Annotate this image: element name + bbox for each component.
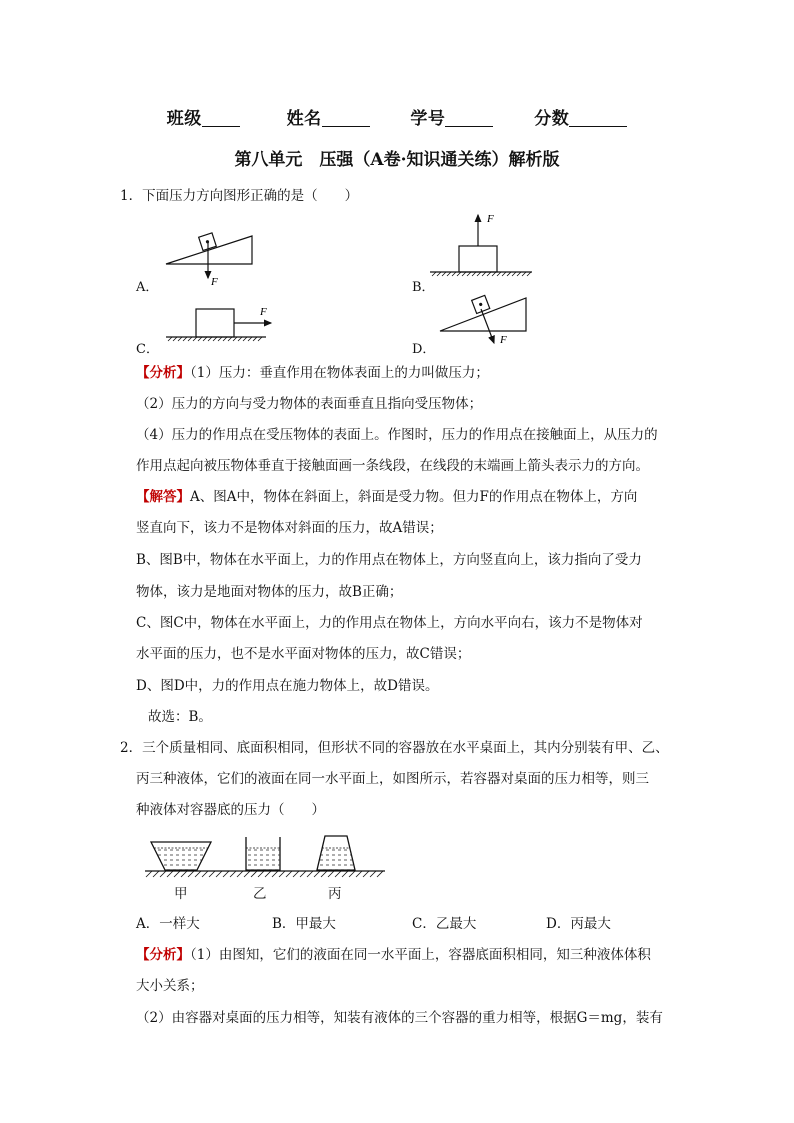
q1-option-c[interactable]: C． — [136, 342, 159, 357]
solution-text: A、图A中，物体在斜面上，斜面是受力物。但力F的作用点在物体上，方向 — [190, 489, 638, 505]
q1-solution-line-4: 物体，该力是地面对物体的压力，故B正确； — [136, 584, 403, 600]
q1-solution-line-7: D、图D中，力的作用点在施力物体上，故D错误。 — [136, 678, 439, 694]
figure-a — [166, 233, 252, 288]
analysis-tag: 【分析】 — [136, 365, 190, 381]
force-label-b: F — [487, 213, 494, 225]
container-label-bing: 丙 — [328, 886, 342, 902]
q1-answer: 故选：B。 — [148, 709, 212, 725]
q1-analysis-line-1 — [136, 363, 489, 383]
q1-figures — [130, 205, 690, 355]
figure-c — [166, 306, 271, 341]
q1-solution-line-3: B、图B中，物体在水平面上，力的作用点在物体上，方向竖直向上，该力指向了受力 — [136, 552, 642, 568]
q1-option-b[interactable]: B． — [412, 280, 435, 295]
force-label-a: F — [211, 276, 218, 288]
class-blank[interactable] — [202, 108, 240, 127]
name-label: 姓名 — [286, 109, 322, 129]
q2-option-b[interactable]: B．甲最大 — [272, 916, 336, 932]
name-blank[interactable] — [322, 108, 370, 127]
q1-solution-line-2: 竖直向下，该力不是物体对斜面的压力，故A错误； — [136, 520, 443, 536]
student-info-header — [0, 104, 794, 129]
q1-analysis-line-4: 作用点起向被压物体垂直于接触面画一条线段，在线段的末端画上箭头表示力的方向。 — [136, 458, 649, 474]
q2-analysis-line-3: （2）由容器对桌面的压力相等，知装有液体的三个容器的重力相等，根据G＝mg，装有 — [136, 1010, 663, 1026]
q1-solution-line-6: 水平面的压力，也不是水平面对物体的压力，故C错误； — [136, 646, 471, 662]
force-label-c: F — [260, 306, 267, 318]
q2-analysis-line-1 — [136, 945, 651, 965]
container-label-yi: 乙 — [253, 886, 267, 902]
q1-option-d[interactable]: D． — [412, 342, 436, 357]
q1-analysis-line-3: （4）压力的作用点在受压物体的表面上。作图时，压力的作用点在接触面上，从压力的 — [136, 427, 658, 443]
q2-option-c[interactable]: C．乙最大 — [412, 916, 477, 932]
q2-stem-line-3: 种液体对容器底的压力（ ） — [136, 802, 325, 818]
q1-stem: 1．下面压力方向图形正确的是（ ） — [120, 188, 359, 204]
q2-analysis-line-2: 大小关系； — [136, 978, 204, 994]
q2-stem-line-1: 2．三个质量相同、底面积相同，但形状不同的容器放在水平桌面上，其内分别装有甲、乙、 — [120, 740, 669, 756]
container-jia — [151, 842, 211, 870]
q2-stem-line-2: 丙三种液体，它们的液面在同一水平面上，如图所示，若容器对桌面的压力相等，则三 — [136, 771, 649, 787]
score-label: 分数 — [534, 109, 570, 129]
figure-d — [440, 295, 526, 346]
q1-solution-line-5: C、图C中，物体在水平面上，力的作用点在物体上，方向水平向右，该力不是物体对 — [136, 615, 643, 631]
q2-option-d[interactable]: D．丙最大 — [546, 916, 611, 932]
q2-option-a[interactable]: A．一样大 — [136, 916, 200, 932]
page-title: 第八单元 压强（A卷·知识通关练）解析版 — [234, 150, 560, 170]
score-blank[interactable] — [569, 108, 627, 127]
analysis-text: （1）压力：垂直作用在物体表面上的力叫做压力； — [190, 365, 489, 381]
analysis-text: （1）由图知，它们的液面在同一水平面上，容器底面积相同，知三种液体体积 — [190, 947, 651, 963]
container-yi — [246, 837, 280, 870]
analysis-tag: 【分析】 — [136, 947, 190, 963]
number-blank[interactable] — [445, 108, 493, 127]
figure-b — [430, 213, 532, 276]
container-label-jia: 甲 — [174, 886, 188, 902]
solution-tag: 【解答】 — [136, 489, 190, 505]
q1-option-a[interactable]: A． — [136, 280, 159, 295]
force-label-d: F — [500, 334, 507, 346]
class-label: 班级 — [166, 109, 202, 129]
q1-analysis-line-2: （2）压力的方向与受力物体的表面垂直且指向受压物体； — [136, 396, 483, 412]
container-bing — [317, 836, 355, 870]
number-label: 学号 — [410, 109, 446, 129]
q1-solution-line-1 — [136, 487, 637, 507]
